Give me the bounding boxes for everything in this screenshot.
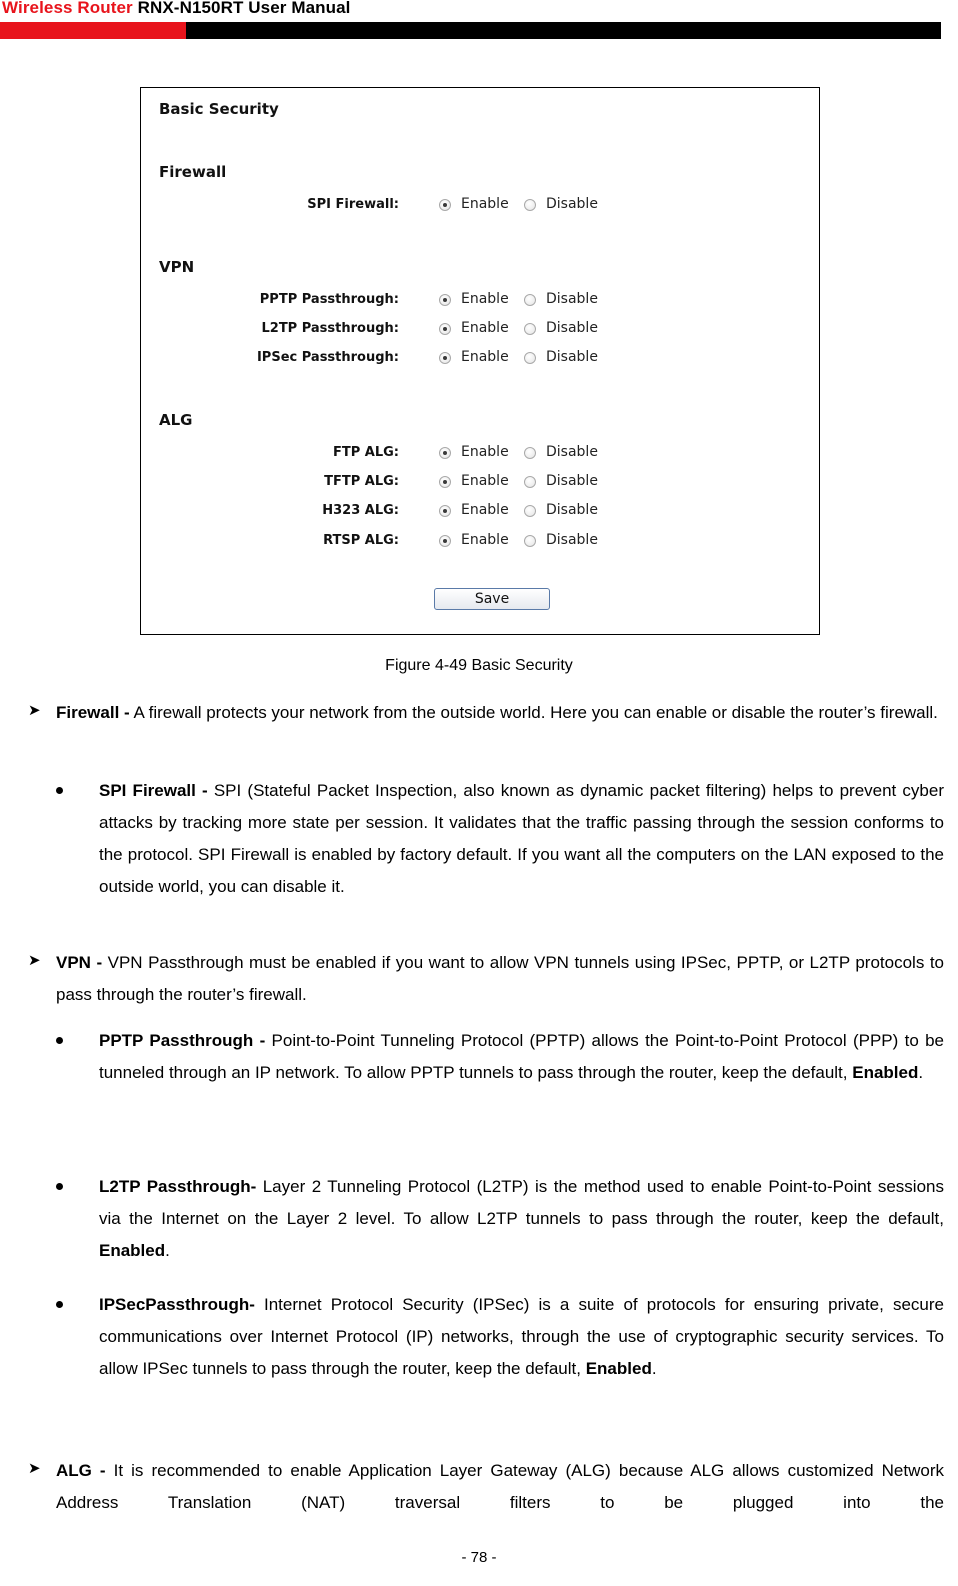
title-product: Wireless Router <box>2 0 133 17</box>
pptp-row <box>141 290 819 310</box>
rtsp-alg-disable-label[interactable]: Disable <box>546 532 598 548</box>
l2tp-end: . <box>165 1241 170 1260</box>
rtsp-alg-enable-radio[interactable] <box>439 535 451 547</box>
vpn-text: VPN Passthrough must be enabled if you want to allow VPN tunnels using IPSec, PPTP, or L2TP protocols to pass through the router’s firewall. <box>56 953 945 1004</box>
rtsp-alg-disable-radio[interactable] <box>524 535 536 547</box>
h323-alg-disable-label[interactable]: Disable <box>546 502 598 518</box>
ipsec-disable-radio[interactable] <box>524 352 536 364</box>
ipsec-row <box>141 348 819 368</box>
figure-caption-text: Figure 4-49 Basic Security <box>385 657 573 674</box>
bullet-dot-icon <box>56 1301 63 1308</box>
header-bar-red <box>0 22 186 39</box>
bullet-dot-icon <box>56 787 63 794</box>
pptp-term: PPTP Passthrough - <box>99 1031 266 1050</box>
h323-alg-row <box>141 501 819 521</box>
alg-paragraph <box>56 1455 944 1519</box>
ipsec-end: . <box>651 1359 657 1378</box>
ipsec-disable-label[interactable]: Disable <box>546 349 598 365</box>
spi-firewall-disable-label[interactable]: Disable <box>546 196 598 212</box>
vpn-term: VPN - <box>56 953 103 972</box>
spi-firewall-enable-radio[interactable] <box>439 199 451 211</box>
header-bar-black <box>186 22 941 39</box>
rtsp-alg-enable-label[interactable]: Enable <box>461 532 509 548</box>
firewall-paragraph <box>56 697 944 729</box>
pptp-enable-radio[interactable] <box>439 294 451 306</box>
tftp-alg-disable-label[interactable]: Disable <box>546 473 598 489</box>
alg-heading: ALG <box>159 411 193 429</box>
l2tp-disable-label[interactable]: Disable <box>546 320 598 336</box>
spi-firewall-row <box>141 195 819 215</box>
vpn-heading: VPN <box>159 258 195 276</box>
l2tp-label: L2TP Passthrough: <box>261 321 399 336</box>
title-model: RNX-N150RT User Manual <box>137 0 351 17</box>
spi-firewall-enable-label[interactable]: Enable <box>461 196 509 212</box>
rtsp-alg-label: RTSP ALG: <box>323 533 399 548</box>
ftp-alg-enable-radio[interactable] <box>439 447 451 459</box>
bullet-arrow-icon: ➤ <box>28 1460 41 1477</box>
l2tp-text: Layer 2 Tunneling Protocol (L2TP) is the method used to enable Point-to-Point sessions via the Internet on the Layer 2 level. To allow L2TP tunnels to pass through the router, keep the default, <box>99 1177 944 1228</box>
ipsec-text: Internet Protocol Security (IPSec) is a suite of protocols for ensuring private, secure communications over Internet Protocol (IP) networks, through the use of cryptographic security services. To allow IPSec tunnels to pass through the router, keep the default, <box>99 1295 944 1378</box>
l2tp-paragraph <box>99 1171 944 1267</box>
vpn-paragraph <box>56 947 944 1011</box>
h323-alg-enable-radio[interactable] <box>439 505 451 517</box>
ipsec-emph: Enabled <box>585 1359 652 1378</box>
tftp-alg-disable-radio[interactable] <box>524 476 536 488</box>
h323-alg-enable-label[interactable]: Enable <box>461 502 509 518</box>
spi-firewall-label: SPI Firewall: <box>307 197 399 212</box>
pptp-enable-label[interactable]: Enable <box>461 291 509 307</box>
ftp-alg-enable-label[interactable]: Enable <box>461 444 509 460</box>
tftp-alg-enable-label[interactable]: Enable <box>461 473 509 489</box>
pptp-disable-label[interactable]: Disable <box>546 291 598 307</box>
l2tp-enable-label[interactable]: Enable <box>461 320 509 336</box>
l2tp-row <box>141 319 819 339</box>
spi-text: SPI (Stateful Packet Inspection, also known as dynamic packet filtering) helps to prevent cyber attacks by tracking more state per session. It validates that the traffic passing through the session conforms to the protocol. SPI Firewall is enabled by factory default. If you want all the computers on the LAN exposed to the outside world, you can disable it. <box>99 781 945 896</box>
spi-paragraph <box>99 775 944 903</box>
pptp-paragraph <box>99 1025 944 1089</box>
figure-caption <box>0 657 958 675</box>
pptp-label: PPTP Passthrough: <box>259 292 399 307</box>
bullet-dot-icon <box>56 1037 63 1044</box>
document-header <box>0 0 958 40</box>
document-title <box>2 0 350 18</box>
firewall-text: A firewall protects your network from the outside world. Here you can enable or disable the router’s firewall. <box>129 703 938 722</box>
h323-alg-label: H323 ALG: <box>322 503 399 518</box>
ftp-alg-disable-radio[interactable] <box>524 447 536 459</box>
bullet-arrow-icon: ➤ <box>28 702 41 719</box>
tftp-alg-enable-radio[interactable] <box>439 476 451 488</box>
ftp-alg-label: FTP ALG: <box>332 445 399 460</box>
ftp-alg-disable-label[interactable]: Disable <box>546 444 598 460</box>
l2tp-term: L2TP Passthrough- <box>99 1177 257 1196</box>
l2tp-disable-radio[interactable] <box>524 323 536 335</box>
pptp-emph: Enabled <box>852 1063 919 1082</box>
ipsec-enable-label[interactable]: Enable <box>461 349 509 365</box>
save-button[interactable]: Save <box>434 588 550 610</box>
ipsec-term: IPSecPassthrough- <box>99 1295 255 1314</box>
tftp-alg-row <box>141 472 819 492</box>
pptp-text: Point-to-Point Tunneling Protocol (PPTP) allows the Point-to-Point Protocol (PPP) to be tunneled through an IP network. To allow PPTP tunnels to pass through the router, keep the default, <box>99 1031 944 1082</box>
l2tp-enable-radio[interactable] <box>439 323 451 335</box>
h323-alg-disable-radio[interactable] <box>524 505 536 517</box>
ipsec-enable-radio[interactable] <box>439 352 451 364</box>
firewall-term: Firewall - <box>56 703 130 722</box>
spi-firewall-disable-radio[interactable] <box>524 199 536 211</box>
bullet-arrow-icon: ➤ <box>28 952 41 969</box>
pptp-end: . <box>918 1063 924 1082</box>
ipsec-label: IPSec Passthrough: <box>256 350 399 365</box>
alg-term: ALG - <box>56 1461 106 1480</box>
basic-security-screenshot <box>140 87 820 635</box>
l2tp-emph: Enabled <box>99 1241 166 1260</box>
spi-term: SPI Firewall - <box>99 781 208 800</box>
ipsec-paragraph <box>99 1289 944 1385</box>
tftp-alg-label: TFTP ALG: <box>324 474 399 489</box>
pptp-disable-radio[interactable] <box>524 294 536 306</box>
panel-title: Basic Security <box>159 100 279 118</box>
ftp-alg-row <box>141 443 819 463</box>
page-number: - 78 - <box>461 1549 497 1566</box>
alg-text: It is recommended to enable Application Layer Gateway (ALG) because ALG allows customized Network Address Translation (NAT) traversal filters to be plugged into the <box>56 1461 944 1512</box>
firewall-heading: Firewall <box>159 163 227 181</box>
bullet-dot-icon <box>56 1183 63 1190</box>
rtsp-alg-row <box>141 531 819 551</box>
